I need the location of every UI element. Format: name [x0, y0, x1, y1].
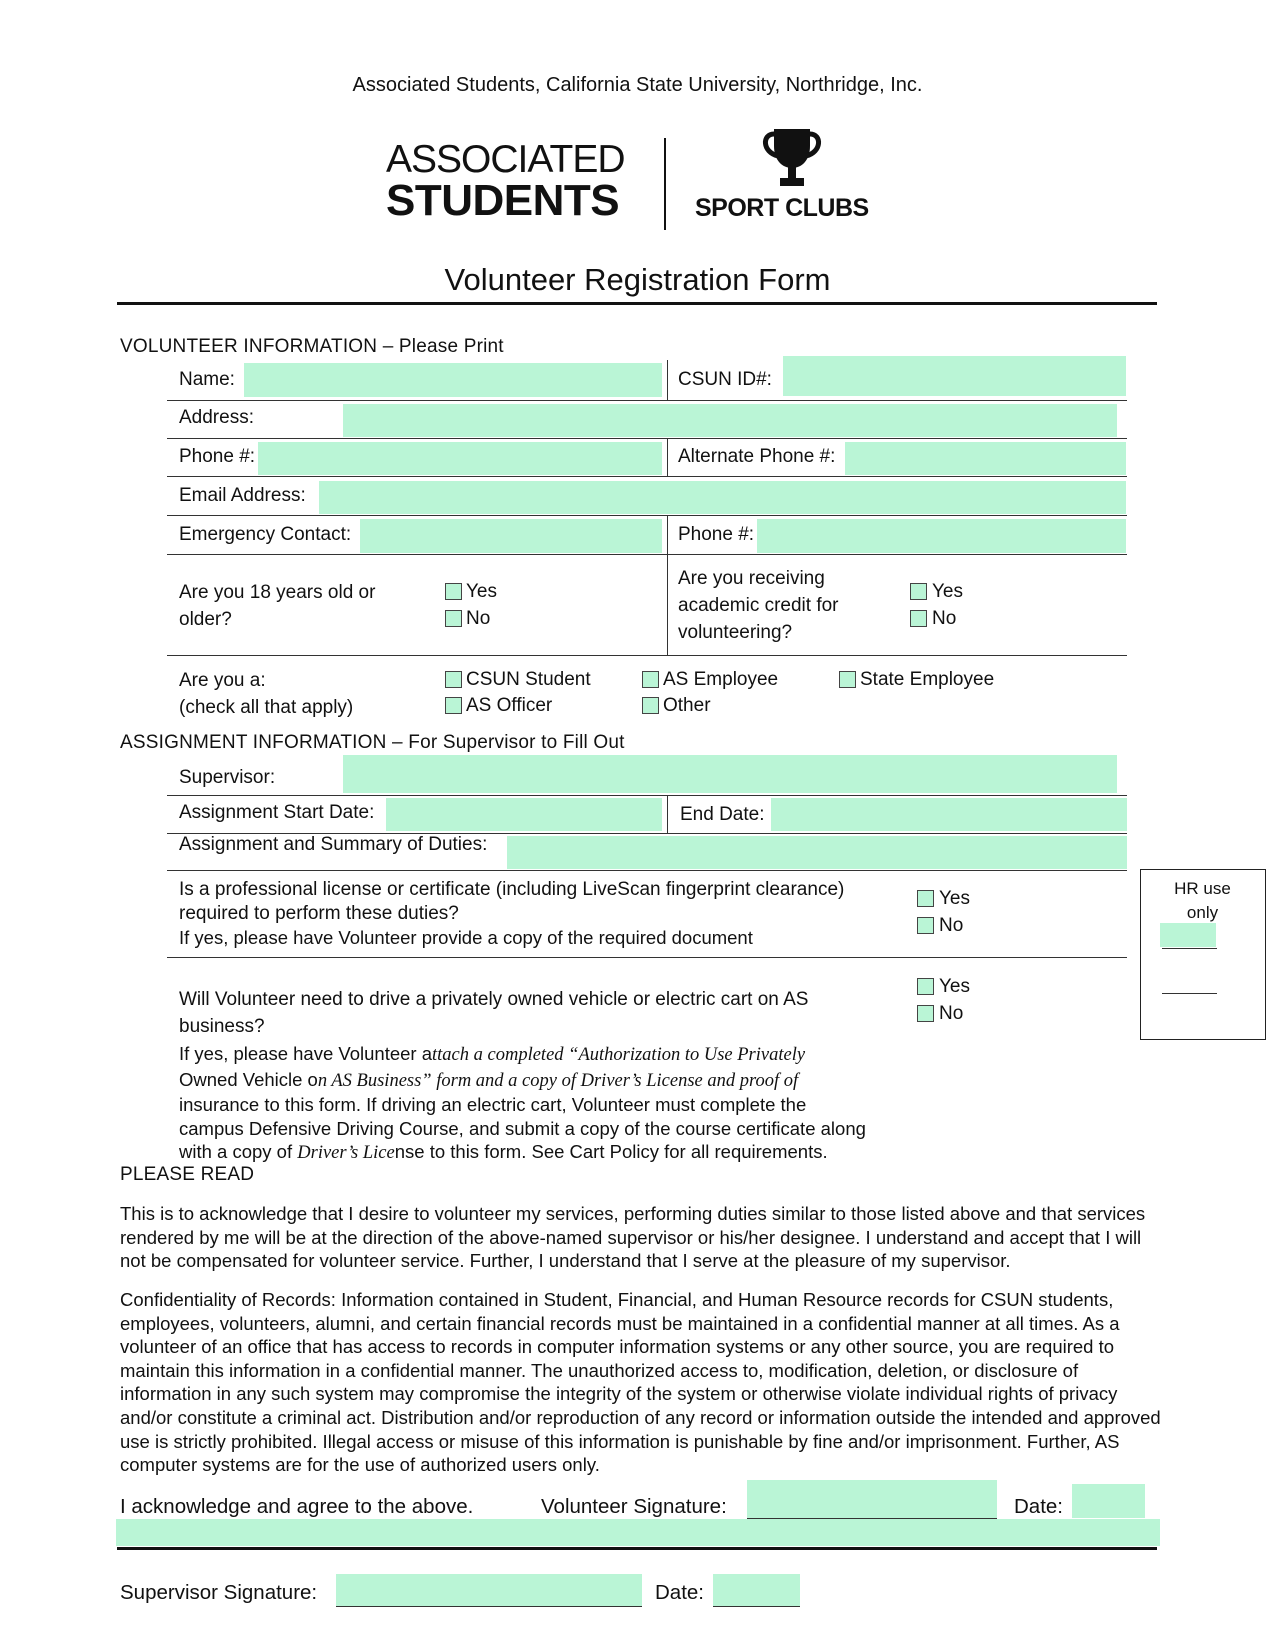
license-question [179, 878, 844, 950]
volunteer-date-field[interactable] [1072, 1484, 1145, 1518]
role-question-line2: (check all that apply) [179, 697, 354, 718]
as-logo [386, 138, 625, 225]
credit-question-line2: academic credit for [678, 595, 839, 616]
drive-instructions-line1 [179, 1042, 866, 1068]
age-no-label: No [466, 608, 491, 629]
drive-text-2c: river’s License and proof of [593, 1070, 799, 1091]
name-field[interactable] [244, 363, 662, 397]
volunteer-signature-field[interactable] [747, 1480, 997, 1518]
end-date-field[interactable] [771, 798, 1127, 831]
start-date-label: Assignment Start Date: [179, 802, 375, 823]
drive-instructions-line2 [179, 1068, 866, 1094]
confidentiality-paragraph: Confidentiality of Records: Information contained in Student, Financial, and Human Resource records for CSUN students, employees, volunteers, alumni, and certain financial records must be maintained in a confidential manner at all times. As a volunteer of an office that has access to records in computer information systems or any other source, you are required to maintain this information in a confidential manner. The unauthorized access to, modification, deletion, or disclosure of information in any such system may compromise the integrity of the system or otherwise violate individual rights of privacy and/or constitute a criminal act. Distribution and/or reproduction of any record or information outside the intended and approved use is strictly prohibited. Illegal access or misuse of this information is punishable by fine and/or imprisonment. Further, AS computer systems are for the use of authorized users only. [120, 1289, 1161, 1476]
other-checkbox[interactable] [642, 697, 659, 714]
logo-sport-clubs: SPORT CLUBS [695, 194, 869, 222]
role-question [179, 667, 353, 721]
as-officer-checkbox[interactable] [445, 697, 462, 714]
volunteer-signature-label: Volunteer Signature: [541, 1495, 727, 1518]
credit-no-label: No [932, 608, 957, 629]
assignment-section-heading [120, 732, 625, 754]
volunteer-date-label: Date: [1014, 1495, 1063, 1518]
other-label: Other [663, 695, 711, 716]
license-yes-checkbox[interactable] [917, 890, 934, 907]
end-date-label: End Date: [680, 804, 765, 825]
acknowledgement-paragraph: This is to acknowledge that I desire to volunteer my services, performing duties similar to those listed above and that services rendered by me will be at the direction of the above-named supervisor or his/her designee. I understand and accept that I will not be compensated for volunteer service. Further, I understand that I serve at the pleasure of my supervisor. [120, 1203, 1146, 1272]
drive-text-5a: with a copy of [179, 1141, 298, 1163]
license-yes-label: Yes [939, 888, 970, 909]
row9-rule [167, 870, 1127, 871]
row1-divider [667, 360, 668, 400]
title-rule [117, 302, 1157, 305]
age-question-line1: Are you 18 years old or [179, 582, 376, 603]
supervisor-date-line [713, 1606, 800, 1607]
row6-rule [167, 655, 1127, 656]
age-question [179, 579, 375, 633]
age-no-checkbox[interactable] [445, 610, 462, 627]
supervisor-date-field[interactable] [713, 1574, 800, 1606]
phone-label: Phone #: [179, 446, 256, 467]
supervisor-signature-field[interactable] [336, 1574, 642, 1606]
assignment-subheading-text: – For Supervisor to Fill Out [392, 732, 625, 753]
emergency-phone-label: Phone #: [678, 524, 755, 545]
org-line: Associated Students, California State University, Northridge, Inc. [352, 74, 923, 96]
row4-rule [167, 515, 1127, 516]
csun-id-label: CSUN ID#: [678, 369, 772, 390]
drive-instructions-line5 [179, 1140, 866, 1166]
drive-text-2a: Owned Vehicle o [179, 1068, 318, 1090]
license-question-line3: If yes, please have Volunteer provide a copy of the required document [179, 927, 753, 948]
hr-initial-field-1[interactable] [1160, 923, 1216, 947]
license-no-label: No [939, 915, 964, 936]
license-question-line1: Is a professional license or certificate (including LiveScan fingerprint clearance) [179, 879, 845, 900]
duties-field[interactable] [507, 836, 1127, 869]
assignment-heading-text: ASSIGNMENT INFORMATION [120, 732, 387, 753]
drive-question-line2: business? [179, 1016, 265, 1037]
supervisor-label: Supervisor: [179, 767, 276, 788]
drive-no-label: No [939, 1003, 964, 1024]
emergency-contact-label: Emergency Contact: [179, 524, 352, 545]
as-officer-label: AS Officer [466, 695, 553, 716]
csun-id-field[interactable] [783, 356, 1126, 396]
drive-instructions-line4: campus Defensive Driving Course, and submit a copy of the course certificate along [179, 1117, 866, 1139]
logo-line-students: STUDENTS [386, 176, 620, 225]
drive-text-2b: n AS Business” form and a copy of D [317, 1070, 594, 1091]
row3-rule [167, 476, 1127, 477]
volunteer-heading-text: VOLUNTEER INFORMATION [120, 336, 378, 357]
drive-text-1a: If yes, please have Volunteer a [179, 1043, 433, 1064]
row10-rule [167, 957, 1127, 958]
row7-rule [167, 795, 1127, 796]
age-yes-checkbox[interactable] [445, 583, 462, 600]
hr-line-1 [1162, 948, 1217, 949]
state-employee-checkbox[interactable] [839, 671, 856, 688]
start-date-field[interactable] [386, 798, 662, 831]
role-question-line1: Are you a: [179, 670, 266, 691]
logo-line-associated: ASSOCIATED [386, 138, 625, 181]
hr-use-label-line2: only [1186, 903, 1219, 922]
csun-student-checkbox[interactable] [445, 671, 462, 688]
supervisor-date-label: Date: [655, 1581, 704, 1604]
email-label: Email Address: [179, 485, 306, 506]
credit-yes-label: Yes [932, 581, 963, 602]
csun-student-label: CSUN Student [466, 669, 591, 690]
row5-divider [667, 515, 668, 655]
supervisor-signature-line [336, 1606, 642, 1607]
credit-question [678, 565, 839, 646]
email-field[interactable] [319, 481, 1126, 514]
address-field[interactable] [343, 404, 1117, 437]
credit-question-line1: Are you receiving [678, 568, 825, 589]
form-title: Volunteer Registration Form [444, 262, 831, 297]
acknowledge-statement: I acknowledge and agree to the above. [120, 1495, 474, 1518]
volunteer-section-heading [120, 336, 504, 358]
license-question-line2: required to perform these duties? [179, 903, 459, 924]
drive-text-1b: ttach a completed “Authorization to Use Privately [432, 1045, 806, 1065]
credit-question-line3: volunteering? [678, 622, 793, 643]
row5-rule [167, 554, 1127, 555]
trophy-icon [758, 126, 826, 190]
drive-question-line1: Will Volunteer need to drive a privately owned vehicle or electric cart on AS [179, 989, 809, 1010]
drive-text-5c: nse to this form. See Cart Policy for all requirements. [394, 1141, 828, 1163]
drive-instructions [179, 1042, 866, 1166]
supervisor-field[interactable] [343, 755, 1117, 793]
as-employee-label: AS Employee [663, 669, 779, 690]
emergency-contact-field[interactable] [360, 519, 662, 553]
duties-label: Assignment and Summary of Duties: [179, 834, 488, 855]
alt-phone-field[interactable] [845, 442, 1126, 475]
credit-yes-checkbox[interactable] [910, 583, 927, 600]
hr-line-2 [1162, 993, 1217, 994]
phone-field[interactable] [258, 442, 662, 475]
volunteer-subheading-text: – Please Print [382, 336, 504, 357]
drive-question [179, 986, 808, 1040]
credit-no-checkbox[interactable] [910, 610, 927, 627]
address-label: Address: [179, 407, 254, 428]
hr-use-label-line1: HR use [1174, 879, 1231, 898]
name-label: Name: [179, 369, 235, 390]
signature-rule [117, 1547, 1157, 1550]
row8-divider [667, 795, 668, 833]
drive-yes-checkbox[interactable] [917, 978, 934, 995]
age-question-line2: older? [179, 609, 232, 630]
age-yes-label: Yes [466, 581, 497, 602]
drive-yes-label: Yes [939, 976, 970, 997]
as-employee-checkbox[interactable] [642, 671, 659, 688]
drive-no-checkbox[interactable] [917, 1005, 934, 1022]
state-employee-label: State Employee [860, 669, 995, 690]
acknowledge-field[interactable] [116, 1519, 1160, 1546]
license-no-checkbox[interactable] [917, 917, 934, 934]
logo-divider [664, 138, 666, 230]
drive-text-5b: Driver’s Lice [297, 1143, 395, 1164]
row3-divider [667, 438, 668, 476]
hr-use-box [1140, 869, 1266, 1040]
alt-phone-label: Alternate Phone #: [678, 446, 836, 467]
supervisor-signature-label: Supervisor Signature: [120, 1581, 318, 1604]
row1-rule [167, 400, 1127, 401]
row2-rule [167, 438, 1127, 439]
drive-instructions-line3: insurance to this form. If driving an electric cart, Volunteer must complete the [179, 1094, 807, 1116]
please-read-heading: PLEASE READ [120, 1164, 255, 1185]
emergency-phone-field[interactable] [757, 519, 1126, 553]
